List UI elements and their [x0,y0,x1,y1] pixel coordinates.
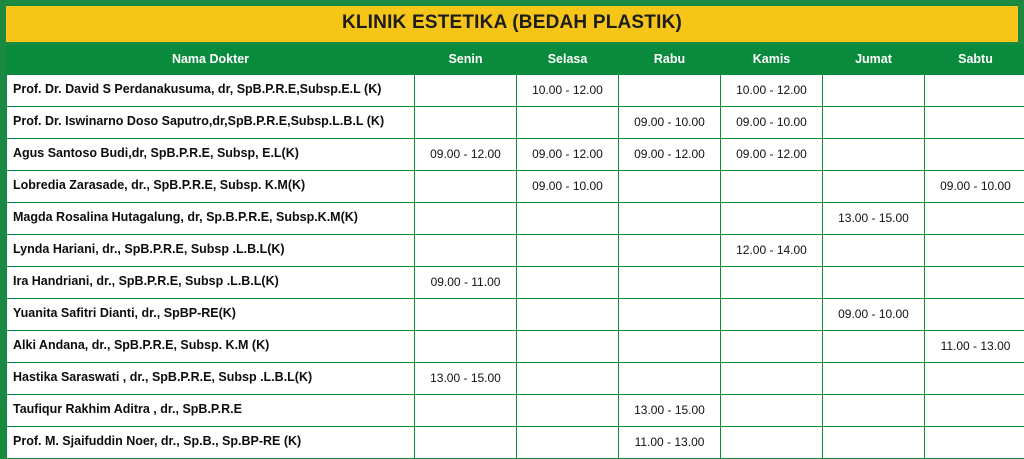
slot-kamis: 10.00 - 12.00 [721,74,823,106]
slot-kamis [721,362,823,394]
slot-selasa [517,106,619,138]
slot-rabu: 11.00 - 13.00 [619,426,721,458]
slot-rabu [619,74,721,106]
slot-jumat [823,266,925,298]
slot-senin [415,106,517,138]
slot-kamis [721,330,823,362]
slot-selasa [517,202,619,234]
doctor-name: Yuanita Safitri Dianti, dr., SpBP-RE(K) [7,298,415,330]
slot-rabu: 09.00 - 10.00 [619,106,721,138]
slot-sabtu [925,298,1024,330]
page-title: KLINIK ESTETIKA (BEDAH PLASTIK) [6,6,1018,42]
slot-sabtu [925,138,1024,170]
slot-senin: 09.00 - 12.00 [415,138,517,170]
doctor-name: Prof. Dr. David S Perdanakusuma, dr, SpB.P.R.E,Subsp.E.L (K) [7,74,415,106]
slot-sabtu [925,74,1024,106]
slot-senin [415,426,517,458]
table-row [7,138,1024,170]
column-header-jumat: Jumat [823,45,925,74]
column-header-kamis: Kamis [721,45,823,74]
slot-senin: 09.00 - 11.00 [415,266,517,298]
slot-kamis [721,426,823,458]
slot-jumat [823,74,925,106]
table-header-row [7,45,1024,74]
slot-rabu: 13.00 - 15.00 [619,394,721,426]
slot-rabu [619,170,721,202]
doctor-name: Ira Handriani, dr., SpB.P.R.E, Subsp .L.B.L(K) [7,266,415,298]
slot-jumat: 13.00 - 15.00 [823,202,925,234]
table-row [7,362,1024,394]
slot-kamis: 09.00 - 12.00 [721,138,823,170]
slot-jumat [823,106,925,138]
table-row [7,170,1024,202]
slot-senin [415,298,517,330]
doctor-name: Alki Andana, dr., SpB.P.R.E, Subsp. K.M (K) [7,330,415,362]
table-header [7,45,1024,74]
slot-senin [415,330,517,362]
slot-kamis [721,266,823,298]
table-row [7,266,1024,298]
slot-jumat [823,138,925,170]
column-header-selasa: Selasa [517,45,619,74]
slot-kamis: 12.00 - 14.00 [721,234,823,266]
slot-sabtu: 09.00 - 10.00 [925,170,1024,202]
doctor-name: Prof. Dr. Iswinarno Doso Saputro,dr,SpB.P.R.E,Subsp.L.B.L (K) [7,106,415,138]
slot-jumat [823,170,925,202]
slot-selasa [517,298,619,330]
doctor-name: Prof. M. Sjaifuddin Noer, dr., Sp.B., Sp.BP-RE (K) [7,426,415,458]
column-header-nama-dokter: Nama Dokter [7,45,415,74]
slot-sabtu [925,394,1024,426]
slot-senin [415,202,517,234]
slot-sabtu [925,106,1024,138]
slot-rabu: 09.00 - 12.00 [619,138,721,170]
doctor-name: Lobredia Zarasade, dr., SpB.P.R.E, Subsp. K.M(K) [7,170,415,202]
table-row [7,298,1024,330]
slot-rabu [619,266,721,298]
table-row [7,74,1024,106]
slot-kamis [721,298,823,330]
slot-sabtu [925,266,1024,298]
table-row [7,330,1024,362]
slot-rabu [619,330,721,362]
slot-selasa: 10.00 - 12.00 [517,74,619,106]
column-header-sabtu: Sabtu [925,45,1024,74]
slot-jumat [823,426,925,458]
table-row [7,394,1024,426]
doctor-schedule-table [6,45,1024,459]
slot-selasa [517,362,619,394]
column-header-rabu: Rabu [619,45,721,74]
table-row [7,106,1024,138]
slot-selasa [517,266,619,298]
table-row [7,234,1024,266]
slot-sabtu [925,234,1024,266]
doctor-name: Lynda Hariani, dr., SpB.P.R.E, Subsp .L.B.L(K) [7,234,415,266]
slot-sabtu: 11.00 - 13.00 [925,330,1024,362]
slot-senin [415,394,517,426]
slot-selasa [517,234,619,266]
slot-selasa [517,426,619,458]
slot-senin [415,234,517,266]
slot-kamis: 09.00 - 10.00 [721,106,823,138]
slot-senin [415,74,517,106]
table-body [7,74,1024,458]
slot-senin [415,170,517,202]
slot-selasa: 09.00 - 10.00 [517,170,619,202]
slot-selasa [517,394,619,426]
slot-sabtu [925,426,1024,458]
slot-rabu [619,234,721,266]
slot-selasa: 09.00 - 12.00 [517,138,619,170]
slot-selasa [517,330,619,362]
slot-sabtu [925,362,1024,394]
slot-rabu [619,202,721,234]
slot-jumat [823,330,925,362]
slot-jumat: 09.00 - 10.00 [823,298,925,330]
slot-kamis [721,202,823,234]
slot-rabu [619,298,721,330]
slot-senin: 13.00 - 15.00 [415,362,517,394]
slot-jumat [823,362,925,394]
table-row [7,426,1024,458]
slot-kamis [721,394,823,426]
doctor-name: Agus Santoso Budi,dr, SpB.P.R.E, Subsp, E.L(K) [7,138,415,170]
table-row [7,202,1024,234]
slot-jumat [823,234,925,266]
slot-jumat [823,394,925,426]
doctor-name: Hastika Saraswati , dr., SpB.P.R.E, Subsp .L.B.L(K) [7,362,415,394]
slot-rabu [619,362,721,394]
slot-sabtu [925,202,1024,234]
slot-kamis [721,170,823,202]
doctor-name: Magda Rosalina Hutagalung, dr, Sp.B.P.R.E, Subsp.K.M(K) [7,202,415,234]
doctor-name: Taufiqur Rakhim Aditra , dr., SpB.P.R.E [7,394,415,426]
column-header-senin: Senin [415,45,517,74]
